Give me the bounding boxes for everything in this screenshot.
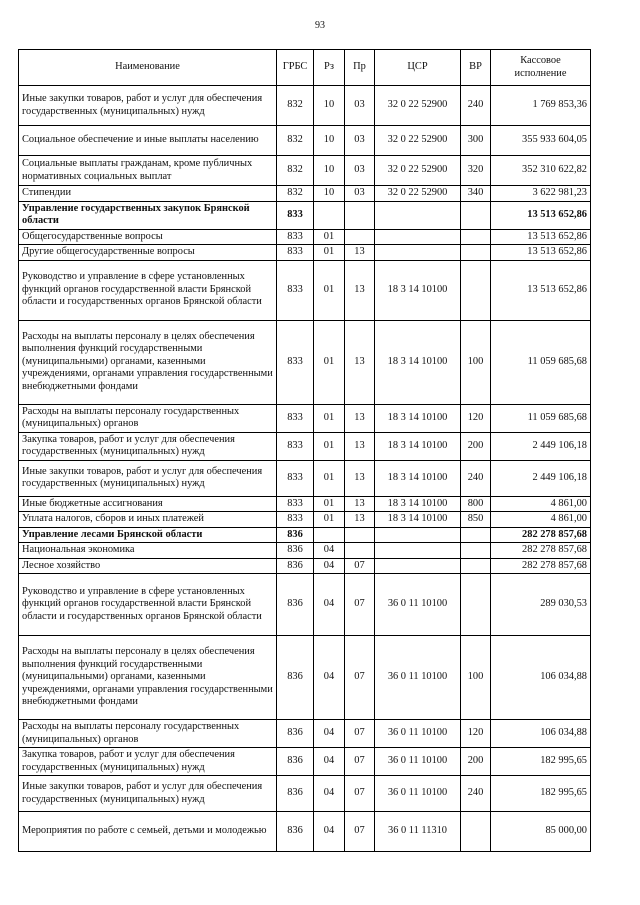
cell-vr: 120 — [461, 404, 491, 432]
cell-name: Закупка товаров, работ и услуг для обеспечения государственных (муниципальных) нужд — [19, 748, 277, 776]
cell-csr: 32 0 22 52900 — [375, 86, 461, 126]
cell-amount: 85 000,00 — [491, 812, 591, 852]
cell-amount: 4 861,00 — [491, 496, 591, 512]
cell-name: Лесное хозяйство — [19, 558, 277, 574]
header-csr: ЦСР — [375, 50, 461, 86]
cell-amount: 182 995,65 — [491, 776, 591, 812]
table-row — [19, 460, 591, 496]
cell-vr — [461, 558, 491, 574]
cell-name: Социальные выплаты гражданам, кроме публичных нормативных социальных выплат — [19, 156, 277, 186]
cell-rz: 04 — [314, 636, 345, 720]
cell-name: Расходы на выплаты персоналу в целях обеспечения выполнения функций государственными (муниципальными) органами, казенными учреждениями, органами управления государственными внебюджетными фондами — [19, 320, 277, 404]
cell-vr: 800 — [461, 496, 491, 512]
cell-amount: 13 513 652,86 — [491, 201, 591, 229]
table-row — [19, 748, 591, 776]
cell-pr: 13 — [345, 404, 375, 432]
cell-rz: 04 — [314, 776, 345, 812]
cell-csr: 18 3 14 10100 — [375, 320, 461, 404]
cell-grbs: 833 — [277, 229, 314, 245]
cell-grbs: 833 — [277, 245, 314, 261]
cell-pr: 13 — [345, 320, 375, 404]
cell-csr — [375, 558, 461, 574]
table-row — [19, 260, 591, 320]
cell-vr — [461, 812, 491, 852]
cell-rz: 01 — [314, 404, 345, 432]
cell-vr: 850 — [461, 512, 491, 528]
cell-amount: 182 995,65 — [491, 748, 591, 776]
cell-amount: 352 310 622,82 — [491, 156, 591, 186]
cell-name: Уплата налогов, сборов и иных платежей — [19, 512, 277, 528]
header-grbs: ГРБС — [277, 50, 314, 86]
cell-rz: 01 — [314, 512, 345, 528]
cell-amount: 355 933 604,05 — [491, 126, 591, 156]
cell-pr: 07 — [345, 812, 375, 852]
cell-amount: 282 278 857,68 — [491, 527, 591, 543]
cell-grbs: 833 — [277, 320, 314, 404]
cell-csr: 36 0 11 10100 — [375, 574, 461, 636]
cell-rz: 04 — [314, 720, 345, 748]
cell-csr — [375, 229, 461, 245]
cell-grbs: 832 — [277, 156, 314, 186]
table-row — [19, 558, 591, 574]
cell-csr: 18 3 14 10100 — [375, 260, 461, 320]
cell-rz: 01 — [314, 496, 345, 512]
cell-vr: 200 — [461, 748, 491, 776]
cell-grbs: 833 — [277, 496, 314, 512]
table-row — [19, 776, 591, 812]
cell-pr: 13 — [345, 512, 375, 528]
cell-vr — [461, 527, 491, 543]
cell-pr: 07 — [345, 776, 375, 812]
cell-csr: 18 3 14 10100 — [375, 460, 461, 496]
cell-csr: 32 0 22 52900 — [375, 186, 461, 202]
cell-pr: 07 — [345, 558, 375, 574]
cell-grbs: 833 — [277, 512, 314, 528]
cell-amount: 13 513 652,86 — [491, 260, 591, 320]
table-row — [19, 126, 591, 156]
cell-rz: 04 — [314, 543, 345, 559]
cell-rz: 10 — [314, 86, 345, 126]
cell-grbs: 833 — [277, 432, 314, 460]
table-row — [19, 720, 591, 748]
cell-vr — [461, 201, 491, 229]
table-header-row — [19, 50, 591, 86]
cell-grbs: 836 — [277, 543, 314, 559]
table-body — [19, 86, 591, 852]
cell-pr — [345, 201, 375, 229]
cell-vr: 200 — [461, 432, 491, 460]
cell-amount: 11 059 685,68 — [491, 404, 591, 432]
cell-vr — [461, 543, 491, 559]
budget-table — [18, 49, 591, 852]
cell-name: Иные бюджетные ассигнования — [19, 496, 277, 512]
table-row — [19, 404, 591, 432]
table-row — [19, 186, 591, 202]
cell-name: Управление лесами Брянской области — [19, 527, 277, 543]
cell-rz: 10 — [314, 186, 345, 202]
cell-rz — [314, 527, 345, 543]
cell-vr — [461, 260, 491, 320]
cell-rz: 01 — [314, 245, 345, 261]
cell-rz: 01 — [314, 460, 345, 496]
cell-pr: 07 — [345, 748, 375, 776]
page-number: 93 — [315, 20, 325, 31]
table-row — [19, 156, 591, 186]
cell-rz: 01 — [314, 432, 345, 460]
header-rz: Рз — [314, 50, 345, 86]
table-row — [19, 636, 591, 720]
cell-pr — [345, 527, 375, 543]
table-row — [19, 229, 591, 245]
cell-csr: 32 0 22 52900 — [375, 156, 461, 186]
header-pr: Пр — [345, 50, 375, 86]
cell-vr — [461, 229, 491, 245]
cell-vr: 120 — [461, 720, 491, 748]
cell-grbs: 832 — [277, 186, 314, 202]
cell-csr: 18 3 14 10100 — [375, 432, 461, 460]
cell-csr: 36 0 11 11310 — [375, 812, 461, 852]
cell-grbs: 836 — [277, 636, 314, 720]
cell-rz — [314, 201, 345, 229]
header-amount: Кассовое исполнение — [491, 50, 591, 86]
cell-name: Иные закупки товаров, работ и услуг для обеспечения государственных (муниципальных) нужд — [19, 776, 277, 812]
cell-name: Закупка товаров, работ и услуг для обеспечения государственных (муниципальных) нужд — [19, 432, 277, 460]
cell-grbs: 833 — [277, 201, 314, 229]
cell-pr: 13 — [345, 260, 375, 320]
cell-grbs: 832 — [277, 86, 314, 126]
cell-pr: 13 — [345, 245, 375, 261]
cell-rz: 04 — [314, 748, 345, 776]
cell-grbs: 832 — [277, 126, 314, 156]
cell-amount: 282 278 857,68 — [491, 543, 591, 559]
cell-rz: 04 — [314, 812, 345, 852]
cell-grbs: 836 — [277, 574, 314, 636]
cell-vr: 240 — [461, 776, 491, 812]
cell-amount: 282 278 857,68 — [491, 558, 591, 574]
cell-vr: 240 — [461, 460, 491, 496]
header-vr: ВР — [461, 50, 491, 86]
cell-amount: 2 449 106,18 — [491, 432, 591, 460]
cell-name: Управление государственных закупок Брянской области — [19, 201, 277, 229]
cell-name: Мероприятия по работе с семьей, детьми и молодежью — [19, 812, 277, 852]
cell-amount: 106 034,88 — [491, 720, 591, 748]
cell-pr — [345, 543, 375, 559]
cell-name: Национальная экономика — [19, 543, 277, 559]
cell-pr: 13 — [345, 432, 375, 460]
cell-grbs: 836 — [277, 527, 314, 543]
cell-amount: 3 622 981,23 — [491, 186, 591, 202]
cell-grbs: 836 — [277, 720, 314, 748]
cell-grbs: 836 — [277, 748, 314, 776]
cell-grbs: 833 — [277, 460, 314, 496]
cell-csr: 18 3 14 10100 — [375, 404, 461, 432]
cell-pr — [345, 229, 375, 245]
cell-amount: 289 030,53 — [491, 574, 591, 636]
table-row — [19, 86, 591, 126]
cell-pr: 13 — [345, 496, 375, 512]
table-row — [19, 527, 591, 543]
cell-grbs: 836 — [277, 776, 314, 812]
cell-csr: 36 0 11 10100 — [375, 720, 461, 748]
cell-vr: 100 — [461, 320, 491, 404]
cell-rz: 01 — [314, 260, 345, 320]
table-row — [19, 320, 591, 404]
cell-csr: 18 3 14 10100 — [375, 496, 461, 512]
cell-amount: 11 059 685,68 — [491, 320, 591, 404]
cell-grbs: 833 — [277, 404, 314, 432]
cell-name: Другие общегосударственные вопросы — [19, 245, 277, 261]
cell-rz: 10 — [314, 126, 345, 156]
cell-name: Стипендии — [19, 186, 277, 202]
table-row — [19, 812, 591, 852]
cell-grbs: 836 — [277, 558, 314, 574]
cell-name: Социальное обеспечение и иные выплаты населению — [19, 126, 277, 156]
cell-pr: 03 — [345, 126, 375, 156]
table-row — [19, 432, 591, 460]
cell-csr — [375, 245, 461, 261]
cell-csr: 32 0 22 52900 — [375, 126, 461, 156]
cell-csr — [375, 543, 461, 559]
table-row — [19, 543, 591, 559]
cell-pr: 07 — [345, 574, 375, 636]
cell-amount: 2 449 106,18 — [491, 460, 591, 496]
table-row — [19, 201, 591, 229]
cell-vr: 100 — [461, 636, 491, 720]
cell-name: Расходы на выплаты персоналу в целях обеспечения выполнения функций государственными (муниципальными) органами, казенными учреждениями, органами управления государственными внебюджетными фондами — [19, 636, 277, 720]
cell-rz: 01 — [314, 320, 345, 404]
cell-csr: 36 0 11 10100 — [375, 748, 461, 776]
cell-amount: 106 034,88 — [491, 636, 591, 720]
cell-amount: 1 769 853,36 — [491, 86, 591, 126]
cell-name: Иные закупки товаров, работ и услуг для обеспечения государственных (муниципальных) нужд — [19, 460, 277, 496]
cell-name: Иные закупки товаров, работ и услуг для обеспечения государственных (муниципальных) нужд — [19, 86, 277, 126]
table-row — [19, 574, 591, 636]
cell-grbs: 833 — [277, 260, 314, 320]
cell-grbs: 836 — [277, 812, 314, 852]
table-row — [19, 496, 591, 512]
cell-csr: 36 0 11 10100 — [375, 636, 461, 720]
cell-name: Руководство и управление в сфере установленных функций органов государственной власти Брянской области и государственных органов Брянской области — [19, 260, 277, 320]
cell-rz: 04 — [314, 574, 345, 636]
cell-vr: 340 — [461, 186, 491, 202]
cell-pr: 03 — [345, 186, 375, 202]
cell-rz: 04 — [314, 558, 345, 574]
cell-amount: 4 861,00 — [491, 512, 591, 528]
header-name: Наименование — [19, 50, 277, 86]
cell-pr: 03 — [345, 86, 375, 126]
cell-csr — [375, 201, 461, 229]
cell-pr: 13 — [345, 460, 375, 496]
cell-name: Расходы на выплаты персоналу государственных (муниципальных) органов — [19, 404, 277, 432]
table-row — [19, 512, 591, 528]
cell-vr: 320 — [461, 156, 491, 186]
cell-name: Расходы на выплаты персоналу государственных (муниципальных) органов — [19, 720, 277, 748]
table-row — [19, 245, 591, 261]
cell-rz: 01 — [314, 229, 345, 245]
cell-amount: 13 513 652,86 — [491, 245, 591, 261]
cell-pr: 07 — [345, 636, 375, 720]
cell-csr: 36 0 11 10100 — [375, 776, 461, 812]
cell-csr: 18 3 14 10100 — [375, 512, 461, 528]
cell-name: Руководство и управление в сфере установленных функций органов государственной власти Брянской области и государственных органов Брянской области — [19, 574, 277, 636]
cell-amount: 13 513 652,86 — [491, 229, 591, 245]
cell-vr — [461, 574, 491, 636]
cell-vr: 240 — [461, 86, 491, 126]
cell-pr: 03 — [345, 156, 375, 186]
cell-vr: 300 — [461, 126, 491, 156]
cell-pr: 07 — [345, 720, 375, 748]
cell-rz: 10 — [314, 156, 345, 186]
cell-csr — [375, 527, 461, 543]
cell-vr — [461, 245, 491, 261]
cell-name: Общегосударственные вопросы — [19, 229, 277, 245]
